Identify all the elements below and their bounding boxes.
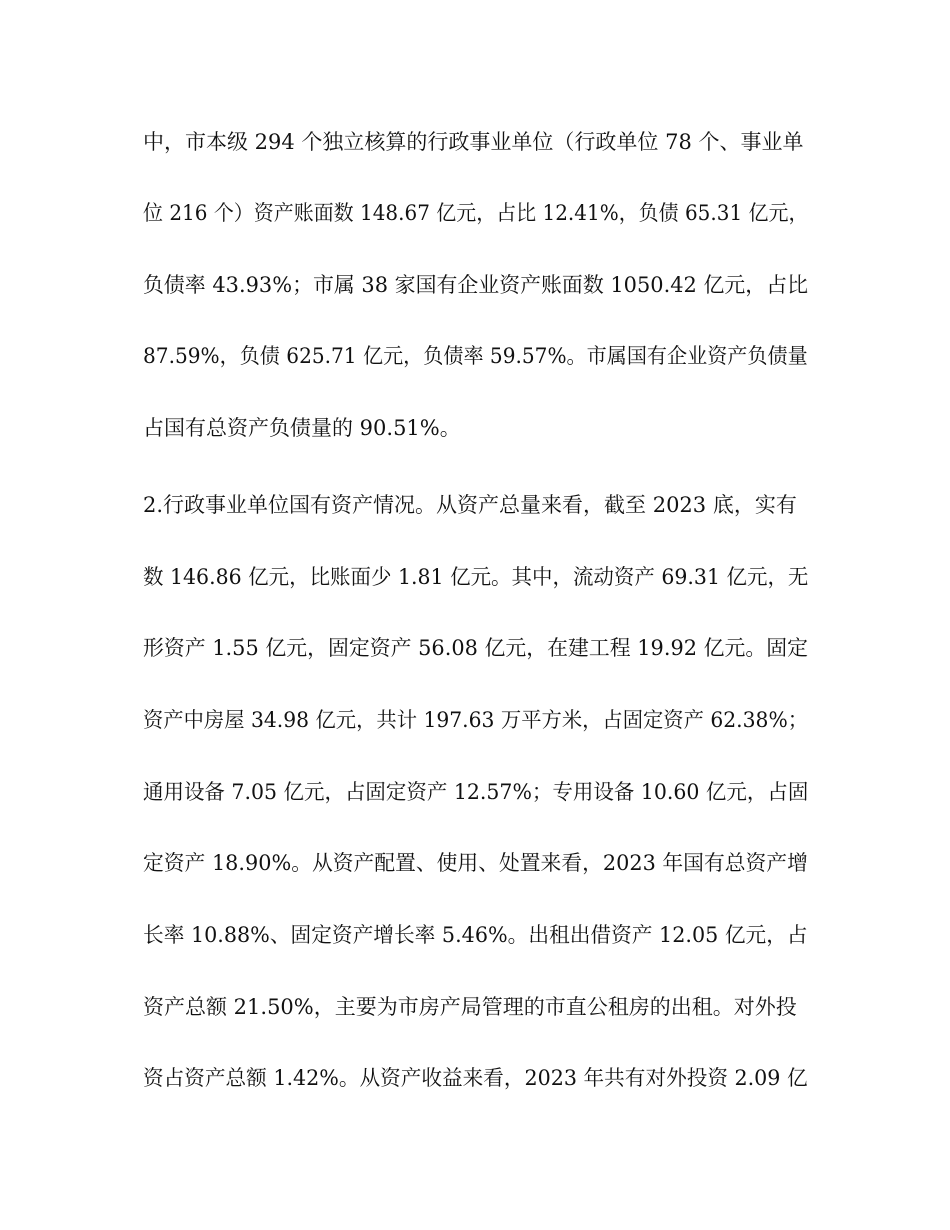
- text-line: 87.59%，负债 625.71 亿元，负债率 59.57%。市属国有企业资产负债量: [143, 344, 808, 368]
- text-line: 中，市本级 294 个独立核算的行政事业单位（行政单位 78 个、事业单: [143, 130, 804, 154]
- text-line: 长率 10.88%、固定资产增长率 5.46%。出租出借资产 12.05 亿元，占: [143, 923, 808, 947]
- text-line: 形资产 1.55 亿元，固定资产 56.08 亿元，在建工程 19.92 亿元。固定: [143, 636, 809, 660]
- text-line: 负债率 43.93%；市属 38 家国有企业资产账面数 1050.42 亿元，占比: [143, 273, 809, 297]
- text-line: 通用设备 7.05 亿元，占固定资产 12.57%；专用设备 10.60 亿元，占固: [143, 780, 809, 804]
- text-line: 数 146.86 亿元，比账面少 1.81 亿元。其中，流动资产 69.31 亿元，无: [143, 565, 809, 589]
- text-line: 2.行政事业单位国有资产情况。从资产总量来看，截至 2023 底，实有: [143, 493, 797, 517]
- text-line: 位 216 个）资产账面数 148.67 亿元，占比 12.41%，负债 65.31 亿元，: [143, 201, 809, 225]
- text-line: 资产总额 21.50%，主要为市房产局管理的市直公租房的出租。对外投: [143, 995, 797, 1019]
- text-line: 定资产 18.90%。从资产配置、使用、处置来看，2023 年国有总资产增: [143, 851, 808, 875]
- text-line: 资产中房屋 34.98 亿元，共计 197.63 万平方米，占固定资产 62.38%；: [143, 708, 809, 732]
- text-line: 占国有总资产负债量的 90.51%。: [143, 416, 461, 440]
- text-line: 资占资产总额 1.42%。从资产收益来看，2023 年共有对外投资 2.09 亿: [143, 1066, 808, 1090]
